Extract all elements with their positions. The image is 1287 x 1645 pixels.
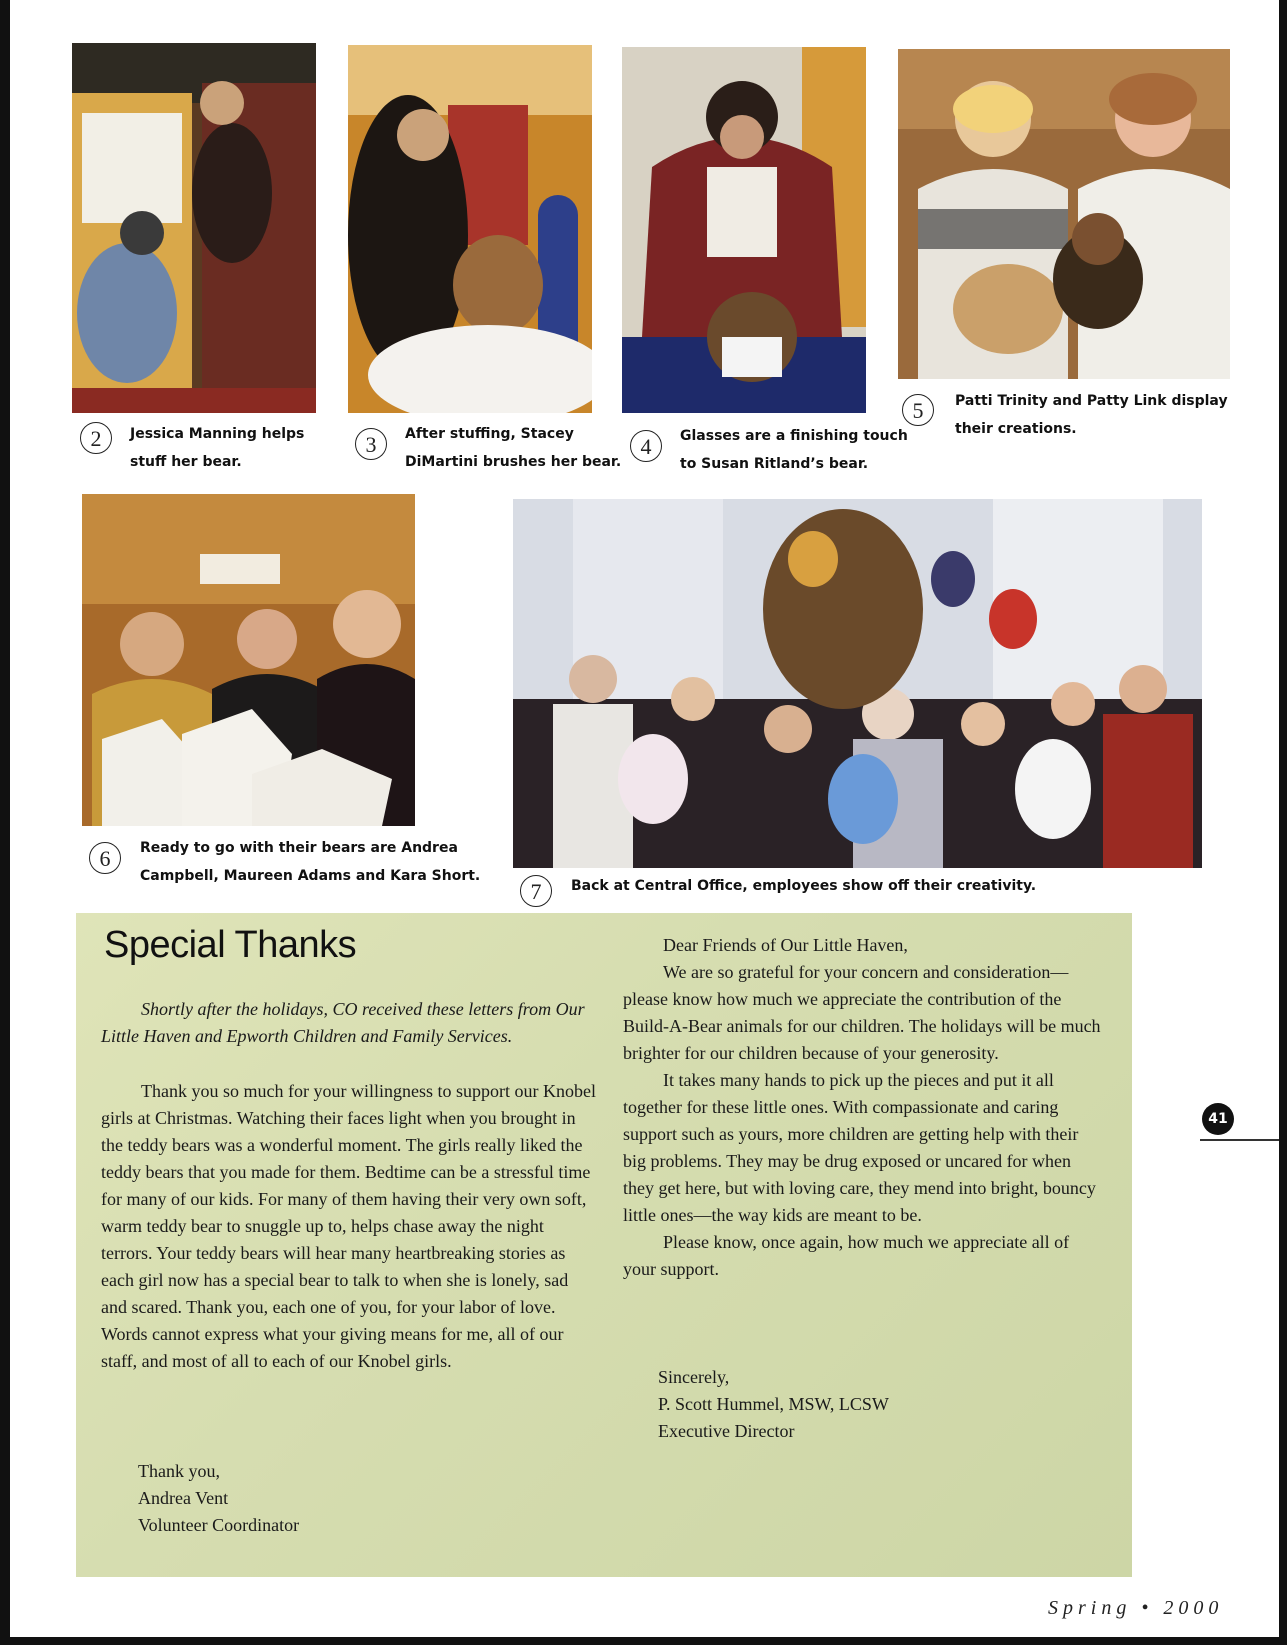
caption-number-7: 7 (520, 875, 552, 907)
caption-number-4: 4 (630, 430, 662, 462)
photo-3-brushing (348, 45, 592, 413)
scan-edge-left (0, 0, 10, 1645)
caption-3: After stuffing, Stacey DiMartini brushes her bear. (405, 426, 622, 470)
letter-knobel-body: Thank you so much for your willingness to support our Knobel girls at Christmas. Watching their faces light when you brought in the teddy bears was a wonderful moment. The girls really liked the teddy bears that you made for them. Bedtime can be a stressful time for many of our kids. For many of them having their very own soft, warm teddy bear to snuggle up to, helps chase away the night terrors. Your teddy bears will hear many heartbreaking stories as each girl now has a special bear to talk to when she is lonely, sad and scared. Thank you, each one of you, for your labor of love. Words cannot express what your giving means for me, all of our staff, and most of all to each of our Knobel girls. (101, 1081, 596, 1371)
caption-number-6: 6 (89, 842, 121, 874)
letter-little-haven (623, 932, 1103, 1283)
footer-issue: Spring • 2000 (1048, 1597, 1224, 1619)
photo-4-glasses (622, 47, 866, 413)
letter-little-haven-p3: Please know, once again, how much we appreciate all of your support. (623, 1232, 1070, 1279)
letter-little-haven-greeting: Dear Friends of Our Little Haven, (663, 935, 908, 955)
caption-2: Jessica Manning helps stuff her bear. (130, 426, 305, 470)
caption-4: Glasses are a finishing touch to Susan Ritland’s bear. (680, 428, 908, 472)
caption-5: Patti Trinity and Patty Link display their creations. (955, 393, 1228, 437)
letter-little-haven-p1: We are so grateful for your concern and consideration—please know how much we appreciate the contribution of the Build-A-Bear animals for our children. The holidays will be much brighter for our children because of your generosity. (623, 962, 1101, 1063)
photo-6-ready (82, 494, 415, 826)
photo-7-central-office (513, 499, 1202, 868)
scan-edge-right (1279, 0, 1287, 1645)
photo-5-display (898, 49, 1230, 379)
caption-6: Ready to go with their bears are Andrea Campbell, Maureen Adams and Kara Short. (140, 840, 481, 884)
letter-knobel-signature: Thank you, Andrea Vent Volunteer Coordinator (138, 1461, 300, 1535)
letter-knobel (101, 1078, 596, 1375)
caption-number-2: 2 (80, 422, 112, 454)
page-number-badge: 41 (1202, 1103, 1234, 1135)
page-number-rule (1200, 1139, 1279, 1141)
special-thanks-title: Special Thanks (104, 924, 357, 966)
caption-number-5: 5 (902, 394, 934, 426)
scan-edge-bottom (0, 1637, 1287, 1645)
caption-number-3: 3 (355, 428, 387, 460)
letter-little-haven-p2: It takes many hands to pick up the pieces and put it all together for these little ones. With compassionate and caring support such as yours, more children are getting help with their big problems. They may be drug exposed or uncared for when they get here, but with loving care, they mend into bright, bouncy little ones—the way kids are meant to be. (623, 1070, 1096, 1225)
letter-little-haven-signature: Sincerely, P. Scott Hummel, MSW, LCSW Executive Director (658, 1367, 889, 1441)
caption-7: Back at Central Office, employees show off their creativity. (571, 878, 1037, 894)
photo-2-stuffing (72, 43, 316, 413)
special-thanks-intro: Shortly after the holidays, CO received these letters from Our Little Haven and Epworth Children and Family Services. (101, 999, 585, 1046)
